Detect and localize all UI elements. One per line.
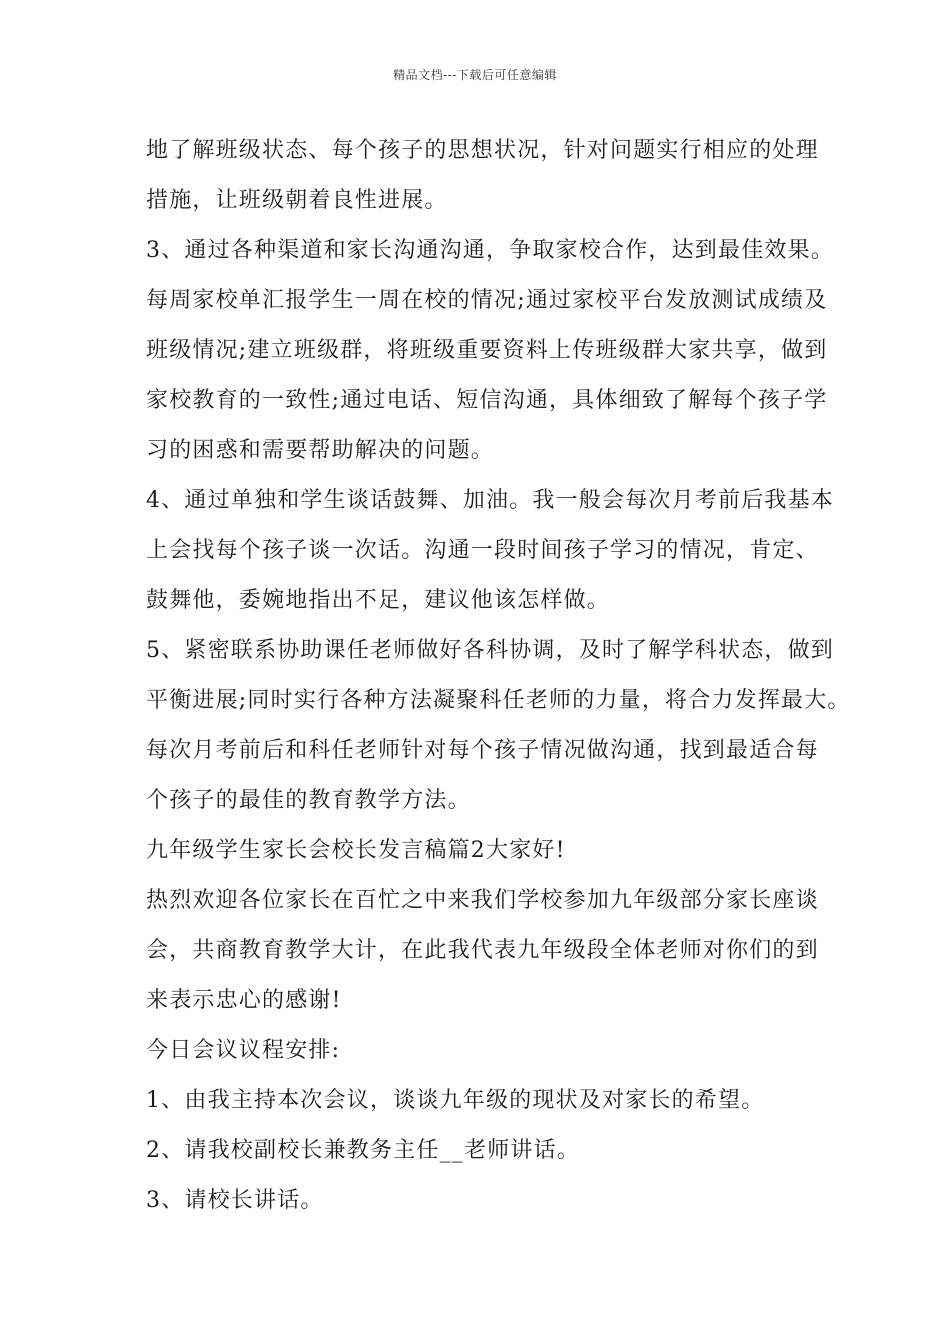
text-line: 每周家校单汇报学生一周在校的情况;通过家校平台发放测试成绩及 (146, 288, 828, 313)
text-line: 地了解班级状态、每个孩子的思想状况，针对问题实行相应的处理 (146, 138, 819, 163)
text-line: 九年级学生家长会校长发言稿篇2大家好! (146, 838, 566, 863)
text-line: 上会找每个孩子谈一次话。沟通一段时间孩子学习的情况，肯定、 (146, 538, 819, 563)
text-line: 2、请我校副校长兼教务主任__老师讲话。 (146, 1138, 580, 1163)
text-line: 习的困惑和需要帮助解决的问题。 (146, 438, 495, 463)
text-line: 每次月考前后和科任老师针对每个孩子情况做沟通，找到最适合每 (146, 738, 819, 763)
text-line: 1、由我主持本次会议，谈谈九年级的现状及对家长的希望。 (146, 1088, 765, 1113)
text-line: 家校教育的一致性;通过电话、短信沟通，具体细致了解每个孩子学 (146, 388, 828, 413)
text-line: 4、通过单独和学生谈话鼓舞、加油。我一般会每次月考前后我基本 (146, 488, 834, 513)
page-header: 精品文档---下载后可任意编辑 (393, 68, 557, 82)
text-line: 5、紧密联系协助课任老师做好各科协调，及时了解学科状态，做到 (146, 638, 834, 663)
text-line: 会，共商教育教学大计，在此我代表九年级段全体老师对你们的到 (146, 938, 819, 963)
text-line: 平衡进展;同时实行各种方法凝聚科任老师的力量，将合力发挥最大。 (146, 688, 851, 713)
text-line: 个孩子的最佳的教育教学方法。 (146, 788, 471, 813)
document-body (146, 131, 851, 1231)
text-line: 措施，让班级朝着良性进展。 (146, 188, 448, 213)
text-line: 3、通过各种渠道和家长沟通沟通，争取家校合作，达到最佳效果。 (146, 238, 834, 263)
text-line: 鼓舞他，委婉地指出不足，建议他该怎样做。 (146, 588, 611, 613)
text-line: 班级情况;建立班级群，将班级重要资料上传班级群大家共享，做到 (146, 338, 828, 363)
text-line: 3、请校长讲话。 (146, 1188, 324, 1213)
text-line: 今日会议议程安排: (146, 1038, 341, 1063)
text-line: 来表示忠心的感谢! (146, 988, 342, 1013)
text-line: 热烈欢迎各位家长在百忙之中来我们学校参加九年级部分家长座谈 (146, 888, 819, 913)
